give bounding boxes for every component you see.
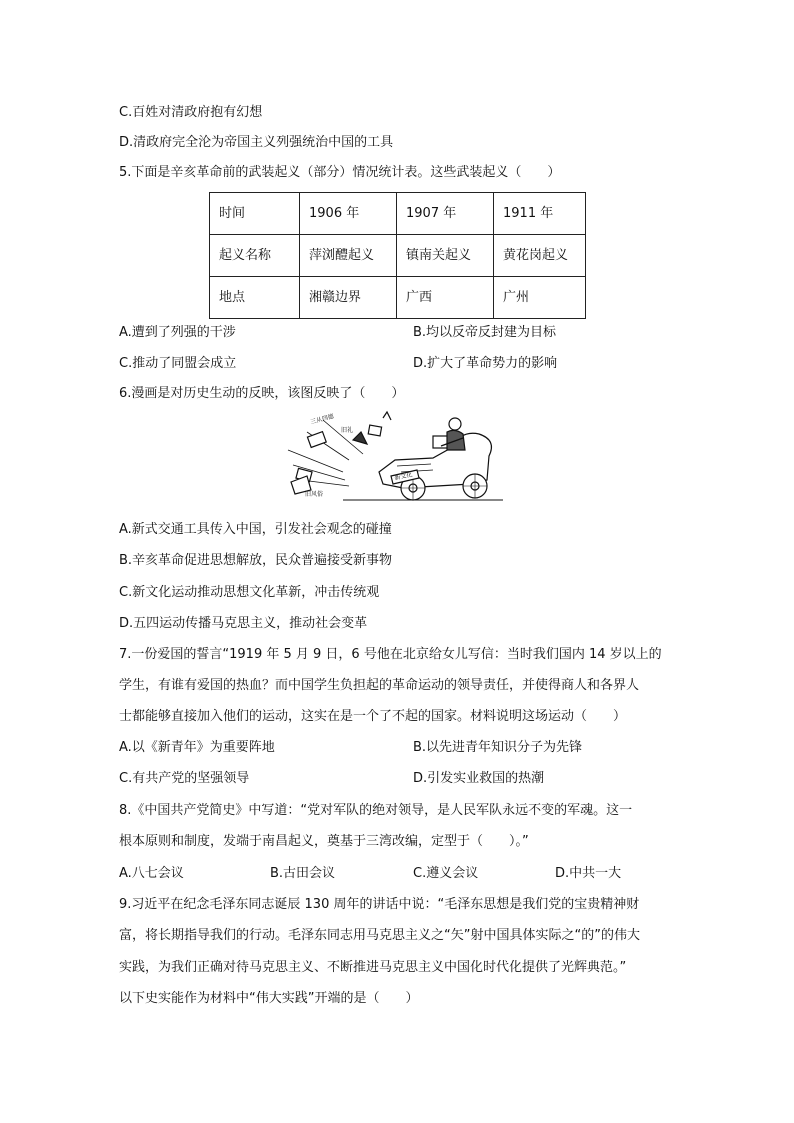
table-cell: 地点 [210, 277, 300, 319]
q8-stem-line: 8.《中国共产党简史》中写道：“党对军队的绝对领导，是人民军队永远不变的军魂。这一 [119, 803, 633, 818]
q7-option-c: C.有共产党的坚强领导 [119, 771, 250, 786]
q7-option-a: A.以《新青年》为重要阵地 [119, 740, 275, 755]
q8-option-c: C.遵义会议 [413, 866, 479, 881]
q9-stem-line: 富，将长期指导我们的行动。毛泽东同志用马克思主义之“矢”射中国具体实际之“的”的伟大 [119, 928, 640, 943]
q4-option-c: C.百姓对清政府抱有幻想 [119, 105, 263, 120]
q7-stem-line: 7.一份爱国的誓言“1919 年 5 月 9 日，6 号他在北京给女儿写信：当时我们国内 14 岁以上的 [119, 647, 662, 662]
q8-option-b: B.古田会议 [270, 866, 336, 881]
q5-option-a: A.遭到了列强的干涉 [119, 325, 236, 340]
table-cell: 黄花岗起义 [494, 235, 586, 277]
cartoon-illustration [283, 410, 509, 506]
q6-option-a: A.新式交通工具传入中国，引发社会观念的碰撞 [119, 522, 392, 537]
table-row [210, 235, 586, 277]
table-cell: 广州 [494, 277, 586, 319]
q6-stem: 6.漫画是对历史生动的反映，该图反映了（ ） [119, 386, 405, 401]
q8-option-d: D.中共一大 [555, 866, 622, 881]
q9-stem-line: 9.习近平在纪念毛泽东同志诞辰 130 周年的讲话中说：“毛泽东思想是我们党的宝贵精神财 [119, 897, 640, 912]
q7-option-d: D.引发实业救国的热潮 [413, 771, 545, 786]
q4-option-d: D.清政府完全沦为帝国主义列强统治中国的工具 [119, 135, 394, 150]
q8-stem-line: 根本原则和制度，发端于南昌起义，奠基于三湾改编，定型于（ ）。” [119, 834, 529, 849]
cartoon-label: 旧风俗 [305, 491, 324, 498]
q7-stem-line: 学生，有谁有爱国的热血？而中国学生负担起的革命运动的领导责任，并使得商人和各界人 [119, 678, 640, 693]
table-cell: 起义名称 [210, 235, 300, 277]
q5-stem: 5.下面是辛亥革命前的武装起义（部分）情况统计表。这些武装起义（ ） [119, 165, 561, 180]
table-cell: 湘赣边界 [300, 277, 397, 319]
table-cell: 1906 年 [300, 193, 397, 235]
q6-option-d: D.五四运动传播马克思主义，推动社会变革 [119, 616, 368, 631]
q6-option-c: C.新文化运动推动思想文化革新，冲击传统观 [119, 585, 380, 600]
table-cell: 1907 年 [397, 193, 494, 235]
table-cell: 时间 [210, 193, 300, 235]
table-cell: 广西 [397, 277, 494, 319]
table-cell: 1911 年 [494, 193, 586, 235]
q5-option-c: C.推动了同盟会成立 [119, 356, 237, 371]
table-cell: 萍浏醴起义 [300, 235, 397, 277]
q5-option-d: D.扩大了革命势力的影响 [413, 356, 558, 371]
table-cell: 镇南关起义 [397, 235, 494, 277]
cartoon-label: 旧礼 [341, 427, 354, 434]
cartoon-label: 三从四德 [309, 412, 335, 426]
q5-table [209, 192, 586, 319]
q7-stem-line: 士都能够直接加入他们的运动，这实在是一个了不起的国家。材料说明这场运动（ ） [119, 709, 627, 724]
table-row [210, 193, 586, 235]
q8-option-a: A.八七会议 [119, 866, 184, 881]
q5-option-b: B.均以反帝反封建为目标 [413, 325, 557, 340]
q7-option-b: B.以先进青年知识分子为先锋 [413, 740, 583, 755]
q6-option-b: B.辛亥革命促进思想解放，民众普遍接受新事物 [119, 553, 393, 568]
q9-stem-line: 以下史实能作为材料中“伟大实践”开端的是（ ） [119, 991, 419, 1006]
q9-stem-line: 实践，为我们正确对待马克思主义、不断推进马克思主义中国化时代化提供了光辉典范。” [119, 960, 627, 975]
table-row [210, 277, 586, 319]
cartoon-label: 新文化 [393, 471, 414, 482]
